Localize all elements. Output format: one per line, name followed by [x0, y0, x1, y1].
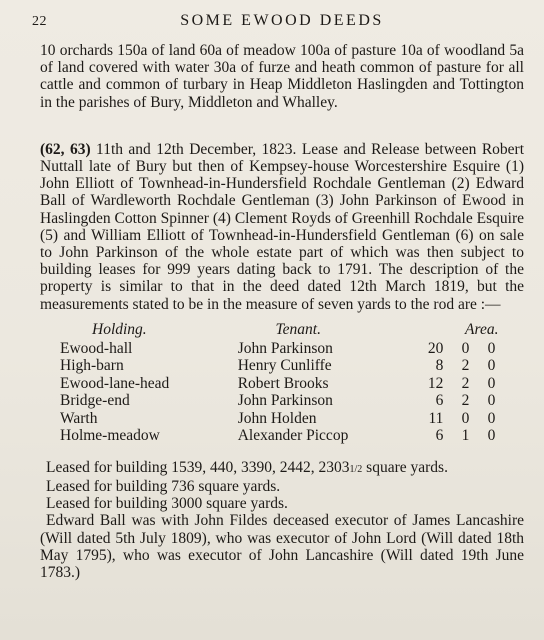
area-acres: 12 [427, 374, 444, 392]
area-perches: 0 [487, 357, 496, 375]
area-perches: 0 [487, 392, 496, 410]
lease-line-1-text: Leased for building 1539, 440, 3390, 2442, 2303 [46, 458, 350, 476]
area-roods: 0 [461, 409, 470, 427]
lease-line-1 [40, 459, 524, 478]
deed-paragraph [40, 141, 524, 313]
holdings-table [40, 321, 524, 445]
table-row [40, 392, 524, 410]
cell-area [415, 340, 524, 358]
area-acres: 20 [427, 339, 444, 357]
area-acres: 11 [428, 409, 444, 427]
area-acres: 6 [435, 427, 444, 445]
area-acres: 6 [435, 392, 444, 410]
area-roods: 2 [461, 357, 470, 375]
page-header [32, 10, 524, 42]
cell-tenant: Alexander Piccop [237, 427, 349, 445]
table-header [40, 321, 524, 340]
cell-holding: Ewood-hall [60, 339, 133, 357]
page-number: 22 [32, 14, 47, 29]
cell-area [415, 357, 524, 375]
area-perches: 0 [487, 339, 496, 357]
running-title: SOME EWOOD DEEDS [180, 12, 384, 29]
cell-holding: Bridge-end [60, 392, 130, 410]
cell-area [415, 410, 524, 428]
area-roods: 1 [461, 427, 470, 445]
header-tenant: Tenant. [275, 320, 321, 338]
cell-tenant: Henry Cunliffe [237, 357, 332, 375]
cell-holding: High-barn [60, 357, 124, 375]
cell-tenant: Robert Brooks [237, 374, 329, 392]
area-acres: 8 [435, 357, 444, 375]
cell-tenant: John Parkinson [237, 392, 333, 410]
area-perches: 0 [487, 427, 496, 445]
opening-paragraph: 10 orchards 150a of land 60a of meadow 100a of pasture 10a of woodland 5a of land covered with water 30a of furze and heath common of pasture for all cattle and common of turbary in Heap Middleton Haslingden and Tottington in the parishes of Bury, Middleton and Whalley. [40, 42, 524, 111]
table-row [40, 357, 524, 375]
table-body [40, 340, 524, 445]
cell-holding: Ewood-lane-head [60, 374, 170, 392]
cell-tenant: John Parkinson [237, 339, 333, 357]
area-roods: 2 [461, 374, 470, 392]
table-row [40, 375, 524, 393]
deed-text: 11th and 12th December, 1823. Lease and Release between Robert Nuttall late of Bury but then of Kempsey-house Worcestershire Esquire (1) John Elliott of Townhead-in-Hundersfield Rochdale Gentleman (2) Edward Ball of Wardleworth Rochdale Gentleman (3) John Parkinson of Ewood in Haslingden Cotton Spinner (4) Clement Royds of Greenhill Rochdale Esquire (5) and William Elliott of Townhead-in-Hundersfield Gentleman (6) on sale to John Parkinson of the whole estate part of which was then subject to building leases for 999 years dating back to 1791. The description of the property is similar to that in the deed dated 12th March 1819, but the measurements stated to be in the measure of seven yards to the rod are :— [40, 140, 525, 313]
cell-area [415, 427, 524, 445]
cell-area [415, 392, 524, 410]
lease-line-1-suffix: square yards. [362, 458, 448, 476]
lease-line-2: Leased for building 736 square yards. [46, 478, 281, 496]
leases-block [40, 459, 524, 581]
area-perches: 0 [487, 374, 496, 392]
cell-area [415, 375, 524, 393]
area-roods: 0 [461, 339, 470, 357]
area-roods: 2 [461, 392, 470, 410]
deed-reference: (62, 63) [40, 140, 91, 158]
table-row [40, 427, 524, 445]
table-row [40, 410, 524, 428]
cell-tenant: John Holden [237, 409, 317, 427]
closing-paragraph: Edward Ball was with John Fildes deceased executor of James Lancashire (Will dated 5th July 1809), who was executor of John Lord (Will dated 18th May 1795), who was executor of John Lancashire (Will dated 19th June 1783.) [40, 512, 524, 582]
area-perches: 0 [487, 409, 496, 427]
header-holding: Holding. [92, 320, 147, 338]
lease-fraction: 1/2 [349, 463, 363, 475]
lease-line-3: Leased for building 3000 square yards. [46, 495, 288, 513]
cell-holding: Holme-meadow [60, 427, 160, 445]
cell-holding: Warth [60, 409, 98, 427]
table-row [40, 340, 524, 358]
section-gap [40, 111, 524, 141]
header-area: Area. [465, 320, 499, 338]
